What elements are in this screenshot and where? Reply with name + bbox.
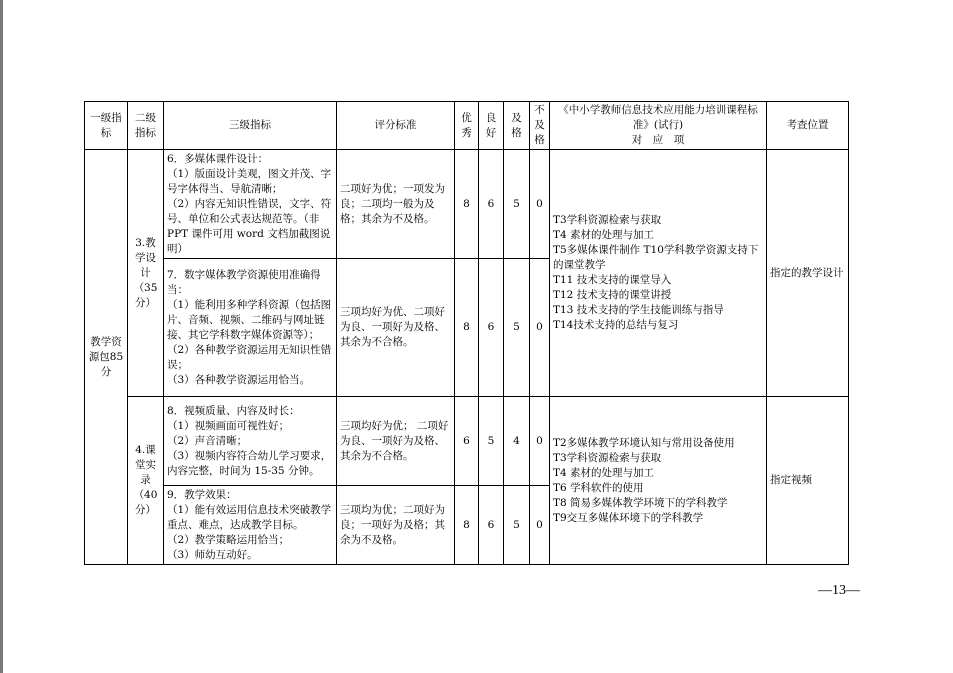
- indicator-line: （2）声音清晰；: [167, 434, 248, 447]
- header-standard: [550, 102, 767, 150]
- standard-item: T12 技术支持的课堂讲授: [553, 289, 672, 301]
- indicator-line: （1）视频画面可视性好；: [167, 419, 290, 432]
- standard-item: T14技术支持的总结与复习: [553, 319, 679, 331]
- score-good: 6: [479, 259, 504, 397]
- score-excellent: 6: [455, 397, 479, 486]
- table-row: [85, 150, 849, 259]
- header-fail: 不及格: [530, 102, 550, 150]
- header-excellent: 优秀: [455, 102, 479, 150]
- score-excellent: 8: [455, 486, 479, 565]
- left-border-rule: [0, 0, 3, 673]
- standard-item: T4 素材的处理与加工: [553, 229, 655, 241]
- criteria-cell: 二项好为优；一项发为良；二项均一般为及格；其余为不及格。: [337, 150, 455, 259]
- standard-item: T9交互多媒体环境下的学科教学: [553, 511, 704, 524]
- indicator-line: （2）各种教学资源运用无知识性错误；: [167, 343, 332, 371]
- level2-cell: 4.课堂实录（40分）: [128, 397, 164, 565]
- standard-item: T13 技术支持的学生技能训练与指导: [553, 304, 724, 316]
- scoring-table: [84, 101, 849, 565]
- score-good: 6: [479, 150, 504, 259]
- page-number: —13—: [818, 583, 860, 598]
- indicator-line: （3）视频内容符合幼儿学习要求，内容完整，时间为 15-35 分钟。: [167, 449, 332, 477]
- header-row: [85, 102, 849, 150]
- standard-item: T3学科资源检索与获取: [553, 214, 662, 226]
- indicator-cell: [164, 150, 337, 259]
- score-fail: 0: [530, 486, 550, 565]
- indicator-line: 6．多媒体课件设计：: [167, 152, 269, 165]
- header-pass: 及格: [504, 102, 530, 150]
- score-fail: 0: [530, 259, 550, 397]
- score-pass: 5: [504, 486, 530, 565]
- header-standard-title: 《中小学教师信息技术应用能力培训课程标准》(试行): [558, 104, 758, 131]
- score-excellent: 8: [455, 259, 479, 397]
- level2-cell: 3.教学设计（35分）: [128, 150, 164, 397]
- indicator-line: （3）师幼互动好。: [167, 548, 258, 561]
- location-cell: 指定的教学设计: [767, 150, 849, 397]
- header-level1: 一级指标: [85, 102, 128, 150]
- standard-item: T5多媒体课件制作 T10学科教学资源支持下的课堂教学: [553, 244, 759, 271]
- indicator-cell: [164, 486, 337, 565]
- criteria-cell: 三项均好为优； 二项好为良、一项好为及格、其余为不合格。: [337, 397, 455, 486]
- score-pass: 4: [504, 397, 530, 486]
- indicator-cell: [164, 259, 337, 397]
- standard-cell: [550, 397, 767, 565]
- indicator-line: 7．数字媒体教学资源使用准确得当：: [167, 268, 321, 296]
- score-fail: 0: [530, 150, 550, 259]
- level1-cell: 教学资源包85分: [85, 150, 128, 565]
- header-level2: 二级指标: [128, 102, 164, 150]
- header-level3: 三级指标: [164, 102, 337, 150]
- header-good: 良好: [479, 102, 504, 150]
- criteria-cell: 三项均好为优、二项好为良、一项好为及格、其余为不合格。: [337, 259, 455, 397]
- standard-item: T3学科资源检索与获取: [553, 451, 662, 464]
- indicator-line: （2）内容无知识性错误，文字、符号、单位和公式表达规范等。（非 PPT 课件可用 word 文档加截图说明）: [167, 197, 332, 255]
- indicator-line: （1）能有效运用信息技术突破教学重点、难点，达成教学目标。: [167, 503, 332, 531]
- indicator-line: 9．教学效果：: [167, 488, 237, 501]
- standard-item: T4 素材的处理与加工: [553, 466, 655, 479]
- standard-item: T6 学科软件的使用: [553, 481, 644, 494]
- indicator-cell: [164, 397, 337, 486]
- header-criteria: 评分标准: [337, 102, 455, 150]
- indicator-line: （2）教学策略运用恰当；: [167, 533, 290, 546]
- indicator-line: （1）能利用多种学科资源（包括图片、音频、视频、二维码与网址链接、其它学科数字媒体资源等）；: [167, 298, 332, 341]
- criteria-cell: 三项均为优；二项好为良；一项好为及格；其余为不及格。: [337, 486, 455, 565]
- indicator-line: （1）版面设计美观，图文并茂、字号字体得当、导航清晰；: [167, 167, 332, 195]
- table-row: [85, 397, 849, 486]
- standard-item: T11 技术支持的课堂导入: [553, 274, 672, 286]
- score-good: 6: [479, 486, 504, 565]
- indicator-line: （3）各种教学资源运用恰当。: [167, 373, 311, 386]
- standard-cell: [550, 150, 767, 397]
- standard-item: T8 简易多媒体教学环境下的学科教学: [553, 496, 728, 509]
- score-excellent: 8: [455, 150, 479, 259]
- header-location: 考查位置: [767, 102, 849, 150]
- score-pass: 5: [504, 259, 530, 397]
- header-standard-sub: 对 应 项: [631, 134, 685, 146]
- score-pass: 5: [504, 150, 530, 259]
- indicator-line: 8．视频质量、内容及时长：: [167, 404, 300, 417]
- location-cell: 指定视频: [767, 397, 849, 565]
- standard-item: T2多媒体教学环境认知与常用设备使用: [553, 436, 735, 449]
- score-fail: 0: [530, 397, 550, 486]
- score-good: 5: [479, 397, 504, 486]
